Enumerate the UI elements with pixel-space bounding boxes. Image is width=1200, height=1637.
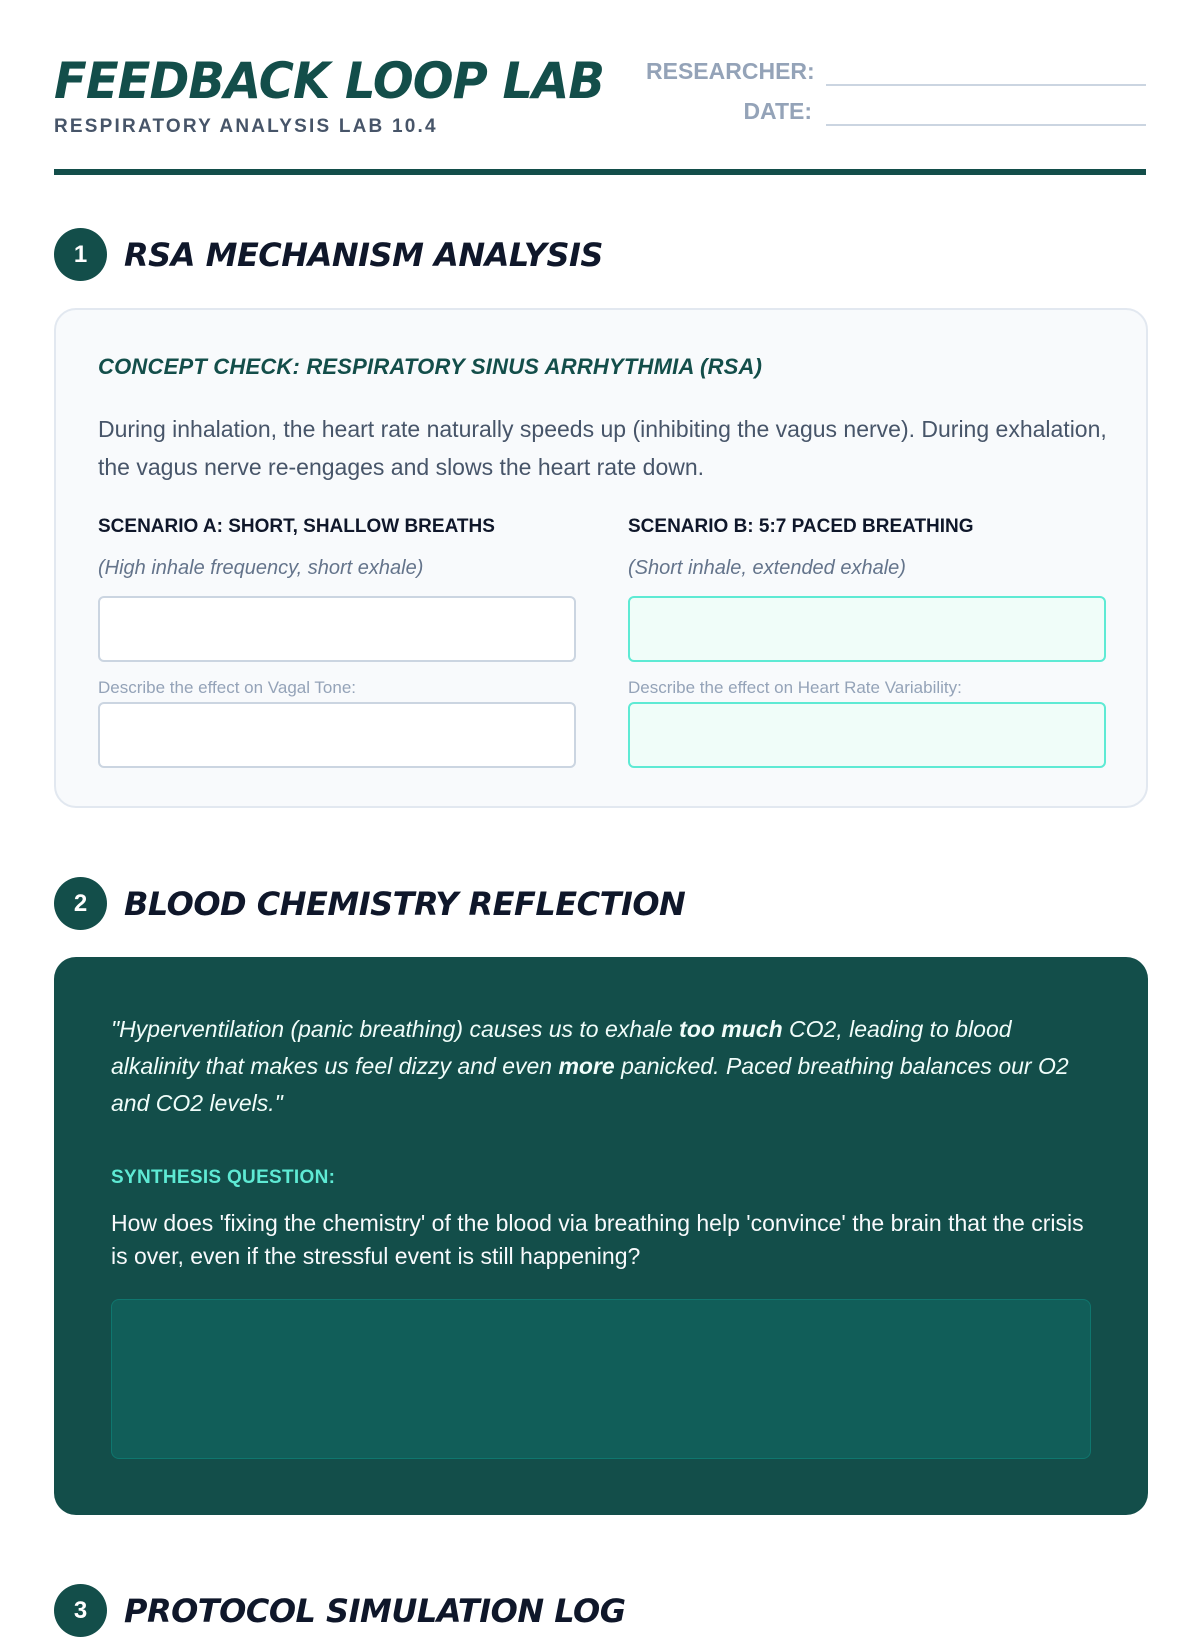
concept-check-body: During inhalation, the heart rate naturally speeds up (inhibiting the vagus nerve). During exhalation, the vagus nerve re-engages and slows the heart rate down. xyxy=(98,416,1107,480)
quote-text: panicked. Paced breathing balances our O2 and CO2 levels." xyxy=(111,1053,1069,1116)
hrv-field[interactable] xyxy=(628,702,1106,768)
worksheet-header xyxy=(54,0,1146,175)
blood-chemistry-card xyxy=(54,957,1148,1515)
section-title: PROTOCOL SIMULATION LOG xyxy=(124,1591,626,1630)
date-field[interactable] xyxy=(826,94,1146,126)
quote-text: CO2, leading to blood alkalinity that makes us feel dizzy and even xyxy=(111,1016,1012,1079)
vagal-tone-field[interactable] xyxy=(98,702,576,768)
hrv-label: Describe the effect on Heart Rate Variability: xyxy=(628,678,962,697)
synthesis-label: SYNTHESIS QUESTION: xyxy=(111,1167,336,1188)
section-1-heading xyxy=(54,228,603,281)
worksheet-subtitle: RESPIRATORY ANALYSIS LAB 10.4 xyxy=(54,116,438,137)
scenario-a-subtitle: (High inhale frequency, short exhale) xyxy=(98,557,424,579)
date-label: DATE: xyxy=(743,98,812,124)
scenario-b-answer-field[interactable] xyxy=(628,596,1106,662)
researcher-label: RESEARCHER: xyxy=(646,58,815,84)
section-number-badge: 2 xyxy=(54,877,107,930)
scenario-b-title: SCENARIO B: 5:7 PACED BREATHING xyxy=(628,516,974,537)
scenario-a-title: SCENARIO A: SHORT, SHALLOW BREATHS xyxy=(98,516,495,537)
concept-check-title: CONCEPT CHECK: RESPIRATORY SINUS ARRHYTHMIA (RSA) xyxy=(98,354,763,379)
section-number-badge: 1 xyxy=(54,228,107,281)
quote-text: "Hyperventilation (panic breathing) causes us to exhale xyxy=(111,1016,680,1042)
scenario-b xyxy=(628,516,1106,768)
hyperventilation-quote xyxy=(111,1011,1101,1122)
rsa-analysis-card xyxy=(54,308,1148,808)
researcher-field[interactable] xyxy=(826,54,1146,86)
section-2-heading xyxy=(54,877,685,930)
synthesis-answer-field[interactable] xyxy=(111,1299,1091,1459)
quote-emphasis: too much xyxy=(679,1016,783,1042)
scenario-a xyxy=(98,516,576,768)
scenario-a-answer-field[interactable] xyxy=(98,596,576,662)
worksheet-title: FEEDBACK LOOP LAB xyxy=(54,52,604,110)
vagal-tone-label: Describe the effect on Vagal Tone: xyxy=(98,678,357,697)
scenario-b-subtitle: (Short inhale, extended exhale) xyxy=(628,557,906,579)
researcher-row xyxy=(646,54,1146,86)
section-title: RSA MECHANISM ANALYSIS xyxy=(124,235,603,274)
quote-emphasis: more xyxy=(558,1053,615,1079)
section-number-badge: 3 xyxy=(54,1584,107,1637)
section-title: BLOOD CHEMISTRY REFLECTION xyxy=(124,884,686,923)
synthesis-question: How does 'fixing the chemistry' of the blood via breathing help 'convince' the brain that the crisis is over, even if the stressful event is still happening? xyxy=(111,1210,1084,1269)
section-3-heading xyxy=(54,1584,626,1637)
date-row xyxy=(646,94,1146,126)
